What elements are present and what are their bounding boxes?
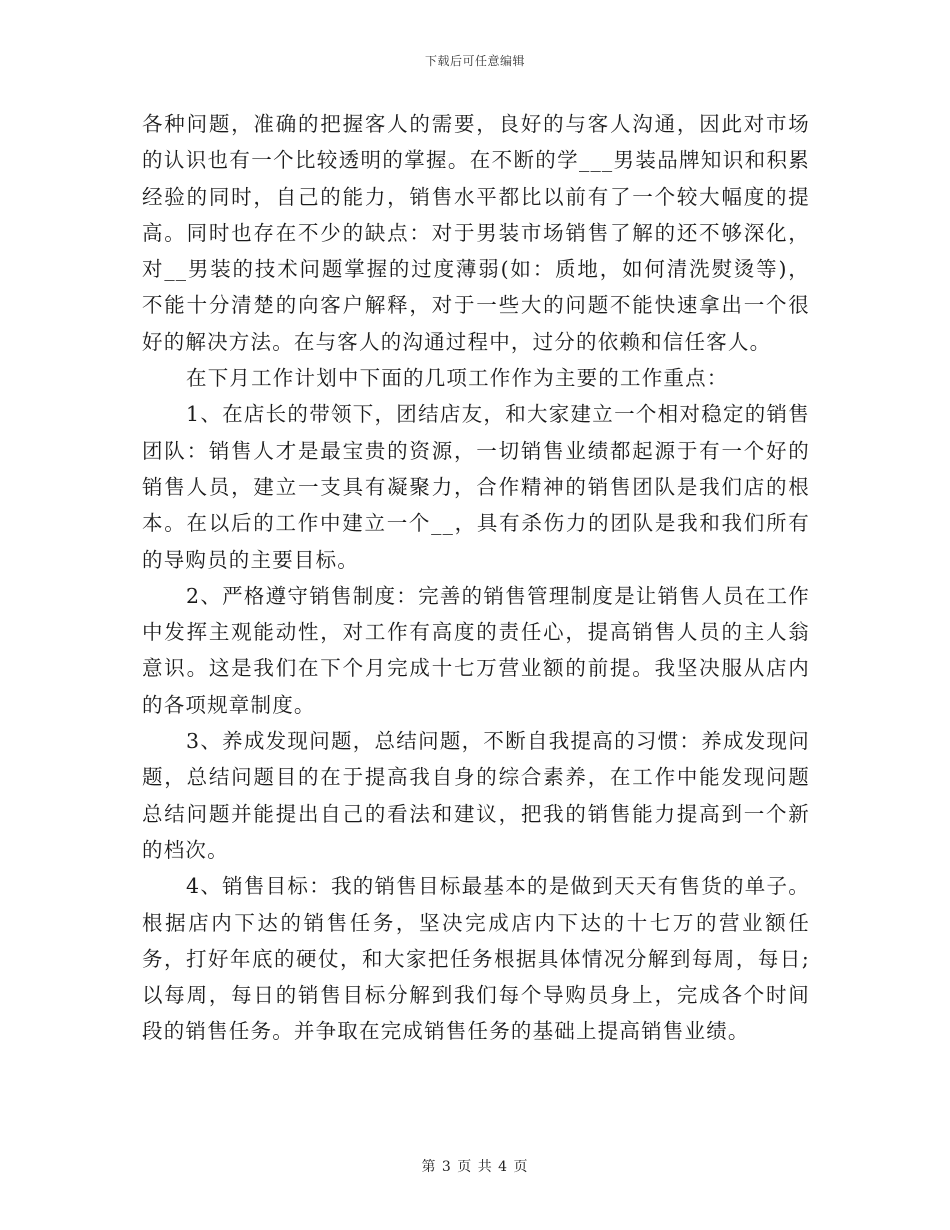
paragraph-plan-intro: 在下月工作计划中下面的几项工作作为主要的工作重点：	[186, 366, 729, 391]
paragraph-item-3: 3、养成发现问题，总结问题，不断自我提高的习惯：养成发现问题，总结问题目的在于提高我自身的综合素养，在工作中能发现问题总结问题并能提出自己的看法和建议，把我的销售能力提高到一个新的档次。	[142, 729, 810, 862]
paragraph-item-4: 4、销售目标：我的销售目标最基本的是做到天天有售货的单子。根据店内下达的销售任务，坚决完成店内下达的十七万的营业额任务，打好年底的硬仗，和大家把任务根据具体情况分解到每周，每日;以每周，每日的销售目标分解到我们每个导购员身上，完成各个时间段的销售任务。并争取在完成销售任务的基础上提高销售业绩。	[142, 874, 810, 1044]
paragraph-item-1: 1、在店长的带领下，团结店友，和大家建立一个相对稳定的销售团队：销售人才是最宝贵的资源，一切销售业绩都起源于有一个好的销售人员，建立一支具有凝聚力，合作精神的销售团队是我们店的根本。在以后的工作中建立一个__，具有杀伤力的团队是我和我们所有的导购员的主要目标。	[142, 402, 810, 572]
document-body	[142, 106, 810, 1050]
paragraph-continuation: 各种问题，准确的把握客人的需要，良好的与客人沟通，因此对市场的认识也有一个比较透明的掌握。在不断的学___男装品牌知识和积累经验的同时，自己的能力，销售水平都比以前有了一个较大幅度的提高。同时也存在不少的缺点：对于男装市场销售了解的还不够深化，对__男装的技术问题掌握的过度薄弱(如：质地，如何清洗熨烫等)，不能十分清楚的向客户解释，对于一些大的问题不能快速拿出一个很好的解决方法。在与客人的沟通过程中，过分的依赖和信任客人。	[142, 112, 810, 354]
page-header: 下载后可任意编辑	[424, 54, 525, 68]
page-footer: 第 3 页 共 4 页	[421, 1159, 529, 1175]
paragraph-item-2: 2、严格遵守销售制度：完善的销售管理制度是让销售人员在工作中发挥主观能动性，对工作有高度的责任心，提高销售人员的主人翁意识。这是我们在下个月完成十七万营业额的前提。我坚决服从店内的各项规章制度。	[142, 583, 810, 717]
